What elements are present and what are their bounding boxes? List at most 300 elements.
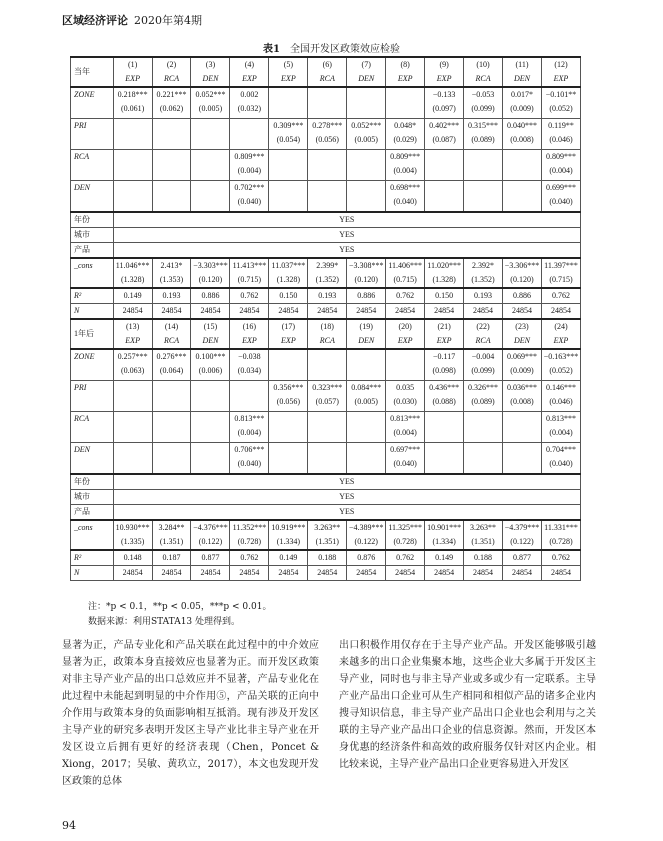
- coefficient: 0.309***: [273, 121, 304, 130]
- coefficient-cell: [347, 150, 386, 181]
- coefficient-cell: [502, 150, 541, 181]
- coefficient: 2.392*: [472, 261, 495, 270]
- dependent-variable: EXP: [553, 336, 569, 345]
- fixed-effect-row: [71, 243, 581, 259]
- coefficient-cell: [386, 443, 425, 475]
- observations-value: 24854: [464, 566, 503, 581]
- column-number: (4): [244, 60, 255, 69]
- variable-name: DEN: [71, 181, 114, 213]
- coefficient: 10.919***: [271, 523, 306, 532]
- coefficient-cell: [502, 181, 541, 213]
- coefficient-cell: [502, 349, 541, 381]
- standard-error: (0.009): [510, 104, 534, 113]
- issue-label: 2020年第4期: [134, 14, 202, 27]
- coefficient-cell: [113, 381, 152, 412]
- column-number: (15): [203, 322, 218, 331]
- standard-error: (1.335): [120, 537, 145, 546]
- coefficient-cell: [502, 412, 541, 443]
- fixed-effect-name: 城市: [71, 490, 114, 505]
- standard-error: (0.008): [510, 397, 534, 406]
- dependent-variable: DEN: [202, 336, 219, 345]
- standard-error: (0.052): [549, 366, 573, 375]
- journal-name: 区域经济评论: [62, 14, 128, 27]
- constant-name: _cons: [71, 520, 114, 550]
- coefficient-cell: [269, 181, 308, 213]
- running-header: [62, 12, 202, 28]
- column-header: [502, 57, 541, 87]
- coefficient-cell: [425, 349, 464, 381]
- table-caption: [0, 40, 663, 55]
- dependent-variable: DEN: [513, 74, 530, 83]
- coefficient: 0.697***: [390, 445, 421, 454]
- constant-cell: [152, 520, 191, 550]
- coefficient: 11.352***: [232, 523, 267, 532]
- variable-row: [71, 150, 581, 181]
- coefficient-cell: [386, 381, 425, 412]
- constant-cell: [464, 520, 503, 550]
- coefficient: 0.040***: [506, 121, 537, 130]
- standard-error: (1.334): [432, 537, 456, 546]
- standard-error: (0.120): [354, 275, 378, 284]
- coefficient-cell: [152, 181, 191, 213]
- observations-value: 24854: [191, 566, 230, 581]
- constant-cell: [347, 520, 386, 550]
- coefficient: 2.413*: [160, 261, 183, 270]
- coefficient: −3.306***: [504, 261, 540, 270]
- observations-label: N: [71, 304, 114, 320]
- coefficient: 11.020***: [427, 261, 461, 270]
- column-header: [347, 319, 386, 349]
- constant-cell: [113, 520, 152, 550]
- column-number: (11): [515, 60, 529, 69]
- coefficient: 11.046***: [115, 261, 150, 270]
- fixed-effect-row: [71, 212, 581, 228]
- column-number: (14): [164, 322, 179, 331]
- coefficient: −0.038: [238, 352, 261, 361]
- coefficient-cell: [113, 349, 152, 381]
- coefficient-cell: [425, 150, 464, 181]
- coefficient-cell: [425, 412, 464, 443]
- coefficient-cell: [347, 119, 386, 150]
- constant-cell: [502, 520, 541, 550]
- standard-error: (1.328): [276, 275, 301, 284]
- observations-value: 24854: [347, 304, 386, 320]
- standard-error: (0.054): [276, 135, 301, 144]
- constant-cell: [191, 258, 230, 288]
- variable-name: PRI: [71, 381, 114, 412]
- standard-error: (0.063): [120, 366, 145, 375]
- coefficient-cell: [191, 119, 230, 150]
- variable-row: [71, 381, 581, 412]
- standard-error: (0.099): [471, 104, 495, 113]
- observations-label: N: [71, 566, 114, 581]
- column-header: [425, 57, 464, 87]
- variable-name: RCA: [71, 412, 114, 443]
- dependent-variable: RCA: [163, 74, 180, 83]
- coefficient-cell: [386, 349, 425, 381]
- coefficient: 0.146***: [545, 383, 576, 392]
- column-header: [541, 57, 580, 87]
- constant-cell: [541, 520, 580, 550]
- standard-error: (0.005): [198, 104, 223, 113]
- coefficient: 0.036***: [506, 383, 537, 392]
- column-number: (1): [127, 60, 138, 69]
- standard-error: (0.052): [549, 104, 573, 113]
- standard-error: (0.032): [237, 104, 262, 113]
- coefficient: −0.117: [433, 352, 456, 361]
- observations-value: 24854: [425, 304, 464, 320]
- column-number: (2): [166, 60, 177, 69]
- coefficient: 0.119**: [548, 121, 574, 130]
- dependent-variable: RCA: [319, 336, 335, 345]
- standard-error: (0.120): [198, 275, 223, 284]
- r-squared-value: 0.886: [347, 288, 386, 304]
- coefficient-cell: [541, 119, 580, 150]
- coefficient: 0.699***: [545, 183, 576, 192]
- column-number: (6): [322, 60, 332, 69]
- dependent-variable: EXP: [242, 336, 257, 345]
- observations-row: [71, 566, 581, 581]
- fixed-effect-name: 产品: [71, 505, 114, 521]
- standard-error: (0.062): [159, 104, 184, 113]
- variable-name: RCA: [71, 150, 114, 181]
- coefficient-cell: [308, 412, 347, 443]
- coefficient: 11.406***: [388, 261, 423, 270]
- coefficient: −0.163***: [543, 352, 579, 361]
- coefficient-cell: [191, 349, 230, 381]
- variable-name: PRI: [71, 119, 114, 150]
- coefficient-cell: [464, 349, 503, 381]
- panel-header-row: [71, 319, 581, 349]
- coefficient-cell: [464, 381, 503, 412]
- constant-cell: [269, 520, 308, 550]
- r-squared-value: 0.762: [230, 550, 269, 566]
- r-squared-value: 0.188: [308, 550, 347, 566]
- coefficient: 0.809***: [234, 152, 265, 161]
- variable-row: [71, 87, 581, 119]
- r-squared-value: 0.148: [113, 550, 152, 566]
- fixed-effect-name: 城市: [71, 228, 114, 243]
- r-squared-value: 0.762: [230, 288, 269, 304]
- standard-error: (0.004): [549, 166, 573, 175]
- coefficient: 0.278***: [312, 121, 343, 130]
- constant-cell: [386, 258, 425, 288]
- coefficient-cell: [191, 87, 230, 119]
- column-header: [230, 57, 269, 87]
- coefficient-cell: [347, 181, 386, 213]
- constant-row: [71, 520, 581, 550]
- dependent-variable: RCA: [475, 336, 491, 345]
- standard-error: (0.715): [237, 275, 262, 284]
- coefficient-cell: [191, 181, 230, 213]
- coefficient: 0.048*: [394, 121, 417, 130]
- coefficient-cell: [230, 412, 269, 443]
- standard-error: (0.004): [393, 166, 417, 175]
- column-header: [191, 319, 230, 349]
- coefficient-cell: [541, 87, 580, 119]
- column-header: [386, 319, 425, 349]
- coefficient: 0.706***: [234, 445, 265, 454]
- observations-value: 24854: [386, 304, 425, 320]
- standard-error: (0.008): [510, 135, 534, 144]
- column-header: [464, 319, 503, 349]
- standard-error: (0.040): [393, 459, 417, 468]
- coefficient-cell: [425, 87, 464, 119]
- standard-error: (0.089): [471, 135, 495, 144]
- standard-error: (0.005): [354, 135, 378, 144]
- constant-cell: [425, 258, 464, 288]
- coefficient-cell: [113, 119, 152, 150]
- dependent-variable: RCA: [163, 336, 180, 345]
- coefficient-cell: [152, 443, 191, 475]
- column-header: [386, 57, 425, 87]
- coefficient-cell: [191, 412, 230, 443]
- coefficient: 3.263**: [314, 523, 341, 532]
- standard-error: (0.098): [432, 366, 456, 375]
- variable-name: ZONE: [71, 349, 114, 381]
- coefficient-cell: [308, 150, 347, 181]
- standard-error: (0.087): [432, 135, 456, 144]
- standard-error: (0.046): [549, 135, 573, 144]
- coefficient: 11.397***: [544, 261, 578, 270]
- coefficient-cell: [230, 150, 269, 181]
- fixed-effect-value: YES: [113, 212, 580, 228]
- column-number: (13): [125, 322, 140, 331]
- standard-error: (0.034): [237, 366, 262, 375]
- standard-error: (1.352): [315, 275, 339, 284]
- observations-value: 24854: [425, 566, 464, 581]
- coefficient: −0.133: [432, 90, 456, 99]
- standard-error: (0.006): [198, 366, 223, 375]
- observations-value: 24854: [502, 566, 541, 581]
- coefficient-cell: [386, 412, 425, 443]
- r-squared-label: R²: [71, 288, 114, 304]
- observations-value: 24854: [541, 304, 580, 320]
- coefficient: 11.325***: [388, 523, 423, 532]
- significance-note: 注：*p < 0.1，**p < 0.05，***p < 0.01。: [88, 602, 272, 612]
- observations-value: 24854: [113, 304, 152, 320]
- coefficient: 11.413***: [232, 261, 267, 270]
- column-header: [502, 319, 541, 349]
- column-header: [113, 319, 152, 349]
- coefficient-cell: [113, 181, 152, 213]
- standard-error: (0.728): [237, 537, 262, 546]
- column-header: [269, 57, 308, 87]
- coefficient-cell: [425, 181, 464, 213]
- coefficient-cell: [308, 381, 347, 412]
- constant-cell: [230, 258, 269, 288]
- dependent-variable: EXP: [436, 336, 452, 345]
- coefficient-cell: [308, 443, 347, 475]
- coefficient-cell: [425, 443, 464, 475]
- variable-row: [71, 443, 581, 475]
- coefficient-cell: [425, 119, 464, 150]
- standard-error: (0.057): [315, 397, 339, 406]
- coefficient: 0.402***: [429, 121, 460, 130]
- standard-error: (0.061): [120, 104, 145, 113]
- r-squared-value: 0.762: [541, 550, 580, 566]
- constant-cell: [425, 520, 464, 550]
- coefficient-cell: [386, 87, 425, 119]
- coefficient: 0.276***: [156, 352, 187, 361]
- observations-value: 24854: [152, 566, 191, 581]
- standard-error: (0.056): [315, 135, 339, 144]
- constant-cell: [113, 258, 152, 288]
- fixed-effect-row: [71, 490, 581, 505]
- dependent-variable: DEN: [358, 74, 375, 83]
- coefficient: 0.704***: [545, 445, 576, 454]
- constant-row: [71, 258, 581, 288]
- coefficient-cell: [502, 119, 541, 150]
- coefficient: 0.035: [396, 383, 415, 392]
- coefficient: 0.698***: [390, 183, 421, 192]
- dependent-variable: RCA: [319, 74, 335, 83]
- coefficient: 0.017*: [510, 90, 533, 99]
- coefficient: 11.037***: [271, 261, 306, 270]
- body-text-left-column: 显著为正，产品专业化和产品关联在此过程中的中介效应显著为正，政策本身直接效应也显著为正。而开发区政策对非主导产业产品的出口总效应并不显著，产品专业化在此过程中未能起到明显的中介作用⑤，产品关联的正向中介作用与政策本身的负面影响相互抵消。现有涉及开发区主导产业的研究多表明开发区主导产业比非主导产业在开发区设立后拥有更好的经济表现（Chen，Poncet & Xiong，2017；吴敏、黄玖立，2017），本文也发现开发区政策的总体: [62, 640, 319, 787]
- coefficient: 0.069***: [506, 352, 537, 361]
- constant-cell: [541, 258, 580, 288]
- coefficient-cell: [347, 381, 386, 412]
- coefficient-cell: [541, 412, 580, 443]
- coefficient-cell: [347, 87, 386, 119]
- coefficient-cell: [269, 150, 308, 181]
- standard-error: (0.005): [354, 397, 378, 406]
- coefficient-cell: [113, 87, 152, 119]
- coefficient: 0.813***: [390, 414, 421, 423]
- r-squared-value: 0.886: [191, 288, 230, 304]
- variable-row: [71, 181, 581, 213]
- column-number: (23): [515, 322, 529, 331]
- column-header: [269, 319, 308, 349]
- standard-error: (1.334): [276, 537, 301, 546]
- fixed-effect-value: YES: [113, 505, 580, 521]
- observations-value: 24854: [464, 304, 503, 320]
- coefficient-cell: [464, 87, 503, 119]
- table-notes: [88, 600, 271, 630]
- coefficient: −3.303***: [193, 261, 228, 270]
- observations-value: 24854: [191, 304, 230, 320]
- coefficient: −0.004: [471, 352, 495, 361]
- column-number: (18): [320, 322, 334, 331]
- coefficient: 2.399*: [316, 261, 339, 270]
- standard-error: (0.089): [471, 397, 495, 406]
- constant-cell: [464, 258, 503, 288]
- standard-error: (0.728): [549, 537, 573, 546]
- fixed-effect-row: [71, 505, 581, 521]
- standard-error: (0.040): [549, 197, 573, 206]
- constant-name: _cons: [71, 258, 114, 288]
- coefficient: −4.389***: [348, 523, 384, 532]
- coefficient: 0.257***: [117, 352, 148, 361]
- constant-cell: [347, 258, 386, 288]
- dependent-variable: EXP: [436, 74, 452, 83]
- coefficient: 10.930***: [115, 523, 150, 532]
- r-squared-value: 0.187: [152, 550, 191, 566]
- r-squared-value: 0.149: [269, 550, 308, 566]
- coefficient-cell: [113, 150, 152, 181]
- standard-error: (1.328): [432, 275, 456, 284]
- coefficient-cell: [541, 181, 580, 213]
- coefficient: −0.101**: [545, 90, 577, 99]
- coefficient: −3.308***: [348, 261, 384, 270]
- coefficient-cell: [269, 381, 308, 412]
- column-header: [113, 57, 152, 87]
- coefficient-cell: [386, 150, 425, 181]
- constant-cell: [269, 258, 308, 288]
- column-header: [191, 57, 230, 87]
- dependent-variable: EXP: [125, 74, 140, 83]
- dependent-variable: RCA: [475, 74, 491, 83]
- standard-error: (0.009): [510, 366, 534, 375]
- r-squared-value: 0.876: [347, 550, 386, 566]
- variable-row: [71, 349, 581, 381]
- observations-value: 24854: [347, 566, 386, 581]
- constant-cell: [308, 520, 347, 550]
- coefficient-cell: [230, 181, 269, 213]
- dependent-variable: EXP: [397, 74, 413, 83]
- dependent-variable: EXP: [281, 74, 296, 83]
- coefficient-cell: [230, 119, 269, 150]
- fixed-effect-value: YES: [113, 490, 580, 505]
- standard-error: (1.353): [159, 275, 184, 284]
- column-number: (3): [205, 60, 216, 69]
- standard-error: (0.064): [159, 366, 184, 375]
- coefficient: 0.813***: [545, 414, 576, 423]
- coefficient-cell: [152, 87, 191, 119]
- column-number: (24): [554, 322, 568, 331]
- column-number: (21): [437, 322, 451, 331]
- column-header: [541, 319, 580, 349]
- coefficient-cell: [541, 349, 580, 381]
- coefficient-cell: [269, 443, 308, 475]
- coefficient: 0.809***: [545, 152, 576, 161]
- data-source-note: 数据来源：利用STATA13 处理得到。: [88, 617, 241, 627]
- fixed-effect-name: 年份: [71, 212, 114, 228]
- regression-table: [70, 56, 581, 581]
- coefficient-cell: [464, 150, 503, 181]
- coefficient-cell: [502, 443, 541, 475]
- coefficient-cell: [113, 443, 152, 475]
- r-squared-label: R²: [71, 550, 114, 566]
- coefficient-cell: [191, 150, 230, 181]
- r-squared-value: 0.150: [425, 288, 464, 304]
- constant-cell: [230, 520, 269, 550]
- standard-error: (1.328): [120, 275, 145, 284]
- observations-value: 24854: [230, 304, 269, 320]
- coefficient-cell: [308, 349, 347, 381]
- coefficient-cell: [502, 381, 541, 412]
- r-squared-value: 0.877: [191, 550, 230, 566]
- fixed-effect-row: [71, 474, 581, 490]
- observations-value: 24854: [113, 566, 152, 581]
- column-number: (16): [242, 322, 257, 331]
- r-squared-value: 0.886: [502, 288, 541, 304]
- r-squared-value: 0.193: [464, 288, 503, 304]
- standard-error: (0.004): [237, 166, 262, 175]
- column-number: (10): [476, 60, 490, 69]
- coefficient: 0.326***: [468, 383, 499, 392]
- standard-error: (0.088): [432, 397, 456, 406]
- standard-error: (0.004): [393, 428, 417, 437]
- standard-error: (0.029): [393, 135, 417, 144]
- standard-error: (0.004): [549, 428, 573, 437]
- coefficient-cell: [425, 381, 464, 412]
- coefficient: 10.901***: [427, 523, 462, 532]
- column-header: [425, 319, 464, 349]
- coefficient: 0.100***: [195, 352, 226, 361]
- coefficient: 0.084***: [351, 383, 382, 392]
